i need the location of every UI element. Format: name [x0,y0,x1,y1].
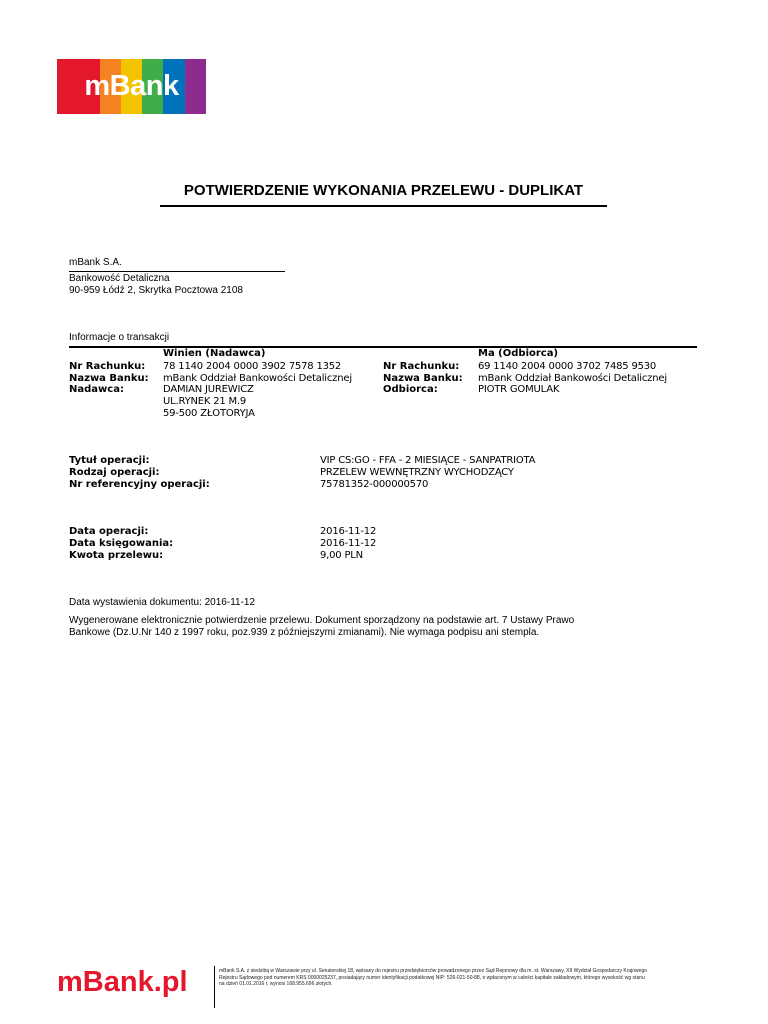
issue-date: Data wystawienia dokumentu: 2016-11-12 [69,597,256,608]
recipient-bank-label: Nazwa Banku: [383,373,463,384]
disclaimer-line-1: Wygenerowane elektronicznie potwierdzenie przelewu. Dokument sporządzony na podstawie art. 7 Ustawy Prawo [69,615,575,626]
document-title: POTWIERDZENIE WYKONANIA PRZELEWU - DUPLIKAT [160,182,607,207]
op-date: 2016-11-12 [320,526,377,537]
amount-label: Kwota przelewu: [69,550,164,561]
section-label: Informacje o transakcji [69,332,170,343]
recipient-name: PIOTR GOMULAK [478,384,560,395]
recipient-bank: mBank Oddział Bankowości Detalicznej [478,373,667,384]
sender-city: 59-500 ZŁOTORYJA [163,408,255,419]
bank-name: mBank S.A. [69,257,122,268]
op-date-label: Data operacji: [69,526,149,537]
bank-address: 90-959 Łódź 2, Skrytka Pocztowa 2108 [69,285,243,296]
sender-bank: mBank Oddział Bankowości Detalicznej [163,373,352,384]
sender-street: UL.RYNEK 21 M.9 [163,396,247,407]
recipient-account: 69 1140 2004 0000 3702 7485 9530 [478,361,657,372]
footer-legal [219,968,724,988]
footer-brand: mBank.pl [57,966,188,998]
operation-type-label: Rodzaj operacji: [69,467,160,478]
footer-legal-line-1: mBank S.A. z siedzibą w Warszawie przy ul. Senatorskiej 18, wpisany do rejestru przedsiębiorców prowadzonego przez Sąd Rejonowy dla m. st. Warszawy, XII Wydział Gospodarczy Krajowego [219,968,648,974]
footer-legal-line-2: Rejestru Sądowego pod numerem KRS 0000025237, posiadający numer identyfikacji podatkowej NIP: 526-021-50-88, o wpłaconym w całości kapitale zakładowym, którego wysokość wg stanu [219,974,645,981]
book-date: 2016-11-12 [320,538,377,549]
footer-divider [214,966,215,1008]
address-divider [69,271,285,272]
operation-title-label: Tytuł operacji: [69,455,150,466]
recipient-account-label: Nr Rachunku: [383,361,460,372]
sender-account: 78 1140 2004 0000 3902 7578 1352 [163,361,342,372]
recipient-party-label: Odbiorca: [383,384,438,395]
operation-ref: 75781352-000000570 [320,479,429,490]
recipient-heading: Ma (Odbiorca) [478,348,559,359]
operation-type: PRZELEW WEWNĘTRZNY WYCHODZĄCY [320,467,514,478]
operation-title: VIP CS:GO - FFA - 2 MIESIĄCE - SANPATRIOTA [320,455,536,466]
sender-account-label: Nr Rachunku: [69,361,146,372]
amount: 9,00 PLN [320,550,363,561]
disclaimer-line-2: Bankowe (Dz.U.Nr 140 z 1997 roku, poz.939 z późniejszymi zmianami). Nie wymaga podpisu ani stempla. [69,627,540,638]
sender-bank-label: Nazwa Banku: [69,373,149,384]
book-date-label: Data księgowania: [69,538,174,549]
operation-ref-label: Nr referencyjny operacji: [69,479,210,490]
sender-party-label: Nadawca: [69,384,124,395]
mbank-logo [57,59,206,114]
sender-heading: Winien (Nadawca) [163,348,266,359]
sender-name: DAMIAN JUREWICZ [163,384,254,395]
footer-legal-line-3: na dzień 01.01.2016 r. wynosi 168.955.696 złotych. [219,981,333,987]
logo-text: mBank [84,70,179,102]
bank-department: Bankowość Detaliczna [69,273,170,284]
